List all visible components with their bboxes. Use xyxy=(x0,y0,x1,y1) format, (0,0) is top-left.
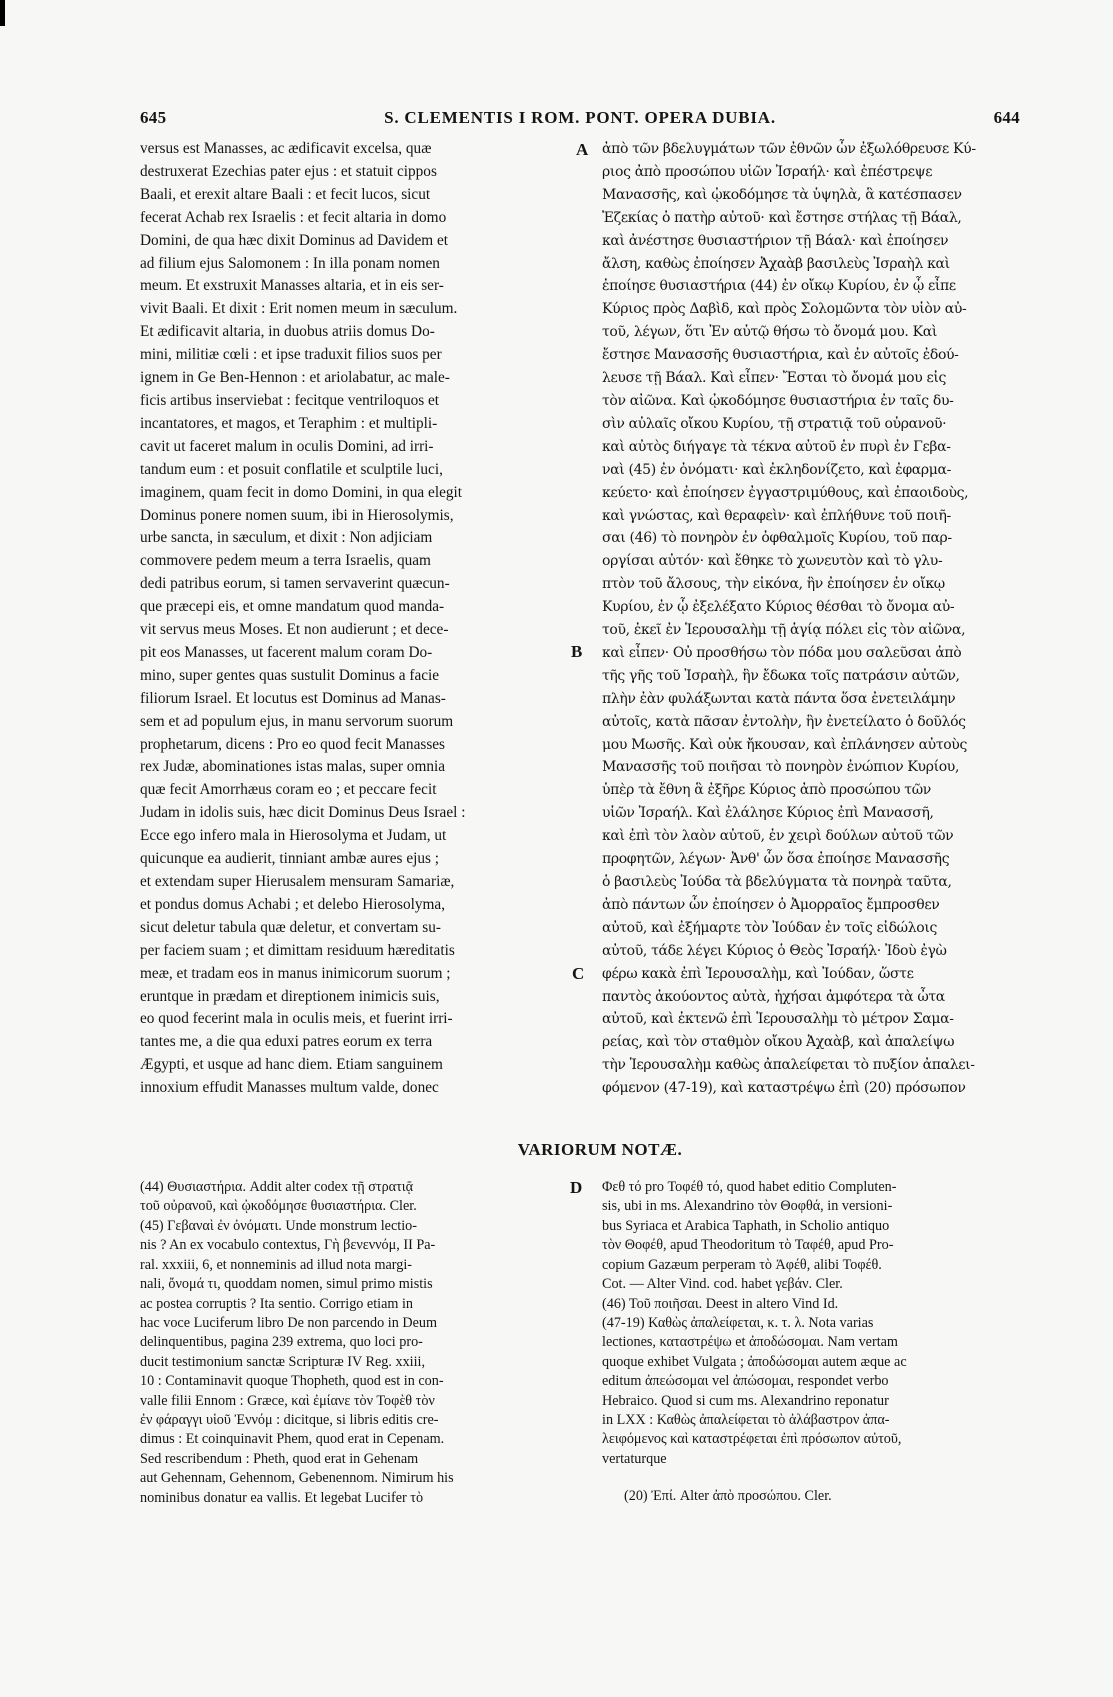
latin-text-line: Judam in idolis suis, hæc dicit Dominus Deus Israel : xyxy=(140,804,466,822)
notes-left-column xyxy=(140,1178,558,1508)
greek-text-line: ριος ἀπὸ προσώπου υἱῶν Ἰσραήλ· καὶ ἐπέστρεψε xyxy=(602,163,933,180)
latin-text-line: Dominus ponere nomen suum, ibi in Hierosolymis, xyxy=(140,506,454,524)
latin-text-line: meæ, et tradam eos in manus inimicorum suorum ; xyxy=(140,964,451,982)
greek-text-line: καὶ εἶπεν· Οὐ προσθήσω τὸν πόδα μου σαλεῦσαι ἀπὸ xyxy=(602,644,962,661)
note-line: 10 : Contaminavit quoque Thopheth, quod est in con- xyxy=(140,1373,444,1390)
note-line: dimus : Et coinquinavit Phem, quod erat in Cepenam. xyxy=(140,1431,445,1448)
greek-text-line: Κύριος πρὸς Δαβὶδ, καὶ πρὸς Σολομῶντα τὸν υἱὸν αὐ- xyxy=(602,301,967,318)
margin-letter-a: A xyxy=(576,140,589,159)
latin-text-line: vit servus meus Moses. Et non audierunt ; et dece- xyxy=(140,621,449,639)
latin-text-line: quicunque ea audierit, tinniant ambæ aures ejus ; xyxy=(140,850,440,868)
greek-text-line: τὸν αἰῶνα. Καὶ ᾠκοδόμησε θυσιαστήρια ἐν ταῖς δυ- xyxy=(602,392,954,409)
greek-text-line: καὶ ἐπὶ τὸν λαὸν αὐτοῦ, ἐν χειρὶ δούλων αὐτοῦ τῶν xyxy=(602,828,954,845)
greek-text-line: αὐτοῦ, καὶ ἐκτενῶ ἐπὶ Ἱερουσαλὴμ τὸ μέτρον Σαμα- xyxy=(602,1011,954,1028)
scan-edge-mark xyxy=(0,0,5,26)
greek-text-line: προφητῶν, λέγων· Ἀνθ' ὧν ὅσα ἐποίησε Μανασσῆς xyxy=(602,851,950,868)
latin-text-line: rex Judæ, abominationes istas malas, super omnia xyxy=(140,758,446,776)
greek-text-line: μου Μωσῆς. Καὶ οὐκ ἤκουσαν, καὶ ἐπλάνησεν αὐτοὺς xyxy=(602,736,967,753)
latin-text-line: incantatores, et magos, et Teraphim : et multipli- xyxy=(140,414,438,432)
notes-heading: VARIORUM NOTÆ. xyxy=(517,1140,683,1160)
greek-text-line: τοῦ, ἐκεῖ ἐν Ἱερουσαλὴμ τῇ ἁγίᾳ πόλει εἰς τὸν αἰῶνα, xyxy=(602,622,966,639)
notes-right-column xyxy=(602,1178,1020,1508)
latin-text-line: vivit Baali. Et dixit : Erit nomen meum in sæculum. xyxy=(140,300,458,318)
note-line: (44) Θυσιαστήρια. Addit alter codex τῇ στρατιᾷ xyxy=(140,1179,414,1196)
greek-text-line: αὐτοῦ, καὶ ἐξήμαρτε τὸν Ἰούδαν ἐν τοῖς εἰδώλοις xyxy=(602,919,937,936)
margin-letter-b: B xyxy=(571,642,583,661)
note-line: editum ἀπεώσομαι vel ἀπώσομαι, respondet verbo xyxy=(602,1373,889,1390)
latin-text-line: ficis artibus inserviebat : fecitque ventriloquos et xyxy=(140,391,440,409)
note-line: nominibus donatur ea vallis. Et legebat Lucifer τὸ xyxy=(140,1489,424,1506)
note-line: Hebraico. Quod si cum ms. Alexandrino reponatur xyxy=(602,1392,889,1409)
note-line: ἐν φάραγγι υἱοῦ Ἐννόμ : dicitque, si libris editis cre- xyxy=(140,1411,439,1428)
greek-text-line: ἔστησε Μανασσῆς θυσιαστήρια, καὶ ἐν αὐτοῖς ἐδού- xyxy=(602,347,959,364)
greek-text-line: ἄλση, καθὼς ἐποίησεν Ἀχαὰβ βασιλεὺς Ἰσραὴλ καὶ xyxy=(602,255,950,272)
greek-text-line: καὶ αὐτὸς διήγαγε τὰ τέκνα αὐτοῦ ἐν πυρὶ ἐν Γεβα- xyxy=(602,438,951,455)
note-line: nis ? An ex vocabulo contextus, Γὴ βενεννόμ, II Pa- xyxy=(140,1237,436,1254)
book-page xyxy=(140,108,1020,1508)
latin-text-line: Ecce ego infero mala in Hierosolyma et Judam, ut xyxy=(140,827,447,845)
latin-text-line: destruxerat Ezechias pater ejus : et statuit cippos xyxy=(140,162,437,180)
latin-text-line: imaginem, quam fecit in domo Domini, in qua elegit xyxy=(140,483,463,501)
greek-text-line: ἐποίησε θυσιαστήρια (44) ἐν οἴκῳ Κυρίου, ἐν ᾧ εἶπε xyxy=(602,278,956,295)
greek-text-line: ὑπὲρ τὰ ἔθνη ἃ ἐξῆρε Κύριος ἀπὸ προσώπου τῶν xyxy=(602,782,931,799)
latin-text-line: dedi patribus eorum, si tamen servaverint quæcun- xyxy=(140,575,450,593)
greek-text-line: ὁ βασιλεὺς Ἰούδα τὰ βδελύγματα τὰ πονηρὰ ταῦτα, xyxy=(602,874,952,890)
latin-text-line: meum. Et exstruxit Manasses altaria, et in eis ser- xyxy=(140,277,444,295)
greek-text-line: Μανασσῆς, καὶ ᾠκοδόμησε τὰ ὑψηλὰ, ἃ κατέσπασεν xyxy=(602,186,962,203)
latin-text-line: sem et ad populum ejus, in manu servorum suorum xyxy=(140,712,454,730)
latin-text-line: ignem in Ge Ben-Hennon : et ariolabatur, ac male- xyxy=(140,369,450,387)
latin-text-line: urbe sancta, in sæculum, et dixit : Non adjiciam xyxy=(140,529,433,547)
latin-text-line: per faciem suam ; et dimittam residuum hæreditatis xyxy=(140,941,455,959)
greek-text-line: Μανασσῆς τοῦ ποιῆσαι τὸ πονηρὸν ἐνώπιον Κυρίου, xyxy=(602,759,960,776)
latin-text-line: cavit ut faceret malum in oculis Domini, ad irri- xyxy=(140,437,434,455)
latin-text-line: tandum eum : et posuit conflatile et sculptile luci, xyxy=(140,460,443,478)
latin-text-line: eruntque in prædam et direptionem inimicis suis, xyxy=(140,987,440,1005)
greek-text-line: αὐτοῖς, κατὰ πᾶσαν ἐντολὴν, ἣν ἐνετείλατο ὁ δοῦλός xyxy=(602,713,966,730)
note-line: bus Syriaca et Arabica Taphath, in Scholio antiquo xyxy=(602,1217,890,1234)
latin-column xyxy=(140,138,558,1100)
note-line: ac postea corruptis ? Ita sentio. Corrigo etiam in xyxy=(140,1295,414,1312)
note-line: Cot. — Alter Vind. cod. habet γεβάν. Cler. xyxy=(602,1276,843,1293)
note-line: in LXX : Καθὼς ἀπαλείφεται τὸ ἀλάβαστρον ἀπα- xyxy=(602,1411,890,1428)
latin-text-line: Ægypti, et usque ad hanc diem. Etiam sanguinem xyxy=(140,1056,443,1074)
latin-text-line: sicut deletur tabula quæ deletur, et convertam su- xyxy=(140,918,441,936)
latin-text-line: Domini, de qua hæc dixit Dominus ad Davidem et xyxy=(140,231,449,249)
latin-text-line: pit eos Manasses, ut facerent malum coram Do- xyxy=(140,643,433,661)
note-line: valle filii Ennom : Græce, καὶ ἐμίανε τὸν Τοφὲθ τὸν xyxy=(140,1392,435,1409)
note-line: quoque exhibet Vulgata ; ἀποδώσομαι autem æque ac xyxy=(602,1353,907,1370)
greek-text-line: οργίσαι αὐτόν· καὶ ἔθηκε τὸ χωνευτὸν καὶ τὸ γλυ- xyxy=(602,553,943,570)
margin-letter-c: C xyxy=(572,964,585,983)
latin-text-line: eo quod fecerint mala in oculis meis, et fuerint irri- xyxy=(140,1010,453,1028)
latin-text-line: fecerat Achab rex Israelis : et fecit altaria in domo xyxy=(140,208,447,226)
greek-text-line: Ἐζεκίας ὁ πατὴρ αὐτοῦ· καὶ ἔστησε στήλας τῇ Βάαλ, xyxy=(602,209,962,226)
latin-text-line: versus est Manasses, ac ædificavit excelsa, quæ xyxy=(140,140,432,157)
greek-text-line: κεύετο· καὶ ἐποίησεν ἐγγαστριμύθους, καὶ ἐπαοιδοὺς, xyxy=(602,484,969,501)
note-line: (46) Τοῦ ποιῆσαι. Deest in altero Vind Id. xyxy=(602,1295,839,1312)
greek-text-line: φέρω κακὰ ἐπὶ Ἱερουσαλὴμ, καὶ Ἰούδαν, ὥστε xyxy=(602,965,914,982)
note-line: lectiones, καταστρέψω et ἀποδώσομαι. Nam vertam xyxy=(602,1334,898,1351)
note-line: (45) Γεβαναὶ ἐν ὀνόματι. Unde monstrum lectio- xyxy=(140,1217,417,1234)
latin-text-line: ad filium ejus Salomonem : In illa ponam nomen xyxy=(140,254,440,272)
note-line: copium Gazæum perperam τὸ Ἀφέθ, alibi Τοφέθ. xyxy=(602,1256,882,1273)
note-line: ral. xxxiii, 6, et nonneminis ad illud nota margi- xyxy=(140,1256,413,1273)
greek-text-line: σαι (46) τὸ πονηρὸν ἐν ὀφθαλμοῖς Κυρίου, τοῦ παρ- xyxy=(602,530,952,547)
text-columns xyxy=(140,138,1020,1100)
latin-text-line: filiorum Israel. Et locutus est Dominus ad Manas- xyxy=(140,689,446,707)
latin-text-line: et extendam super Hierusalem mensuram Samariæ, xyxy=(140,873,455,890)
notes-right-block xyxy=(602,1178,1020,1469)
note-line: delinquentibus, pagina 239 extrema, quo loci pro- xyxy=(140,1334,423,1351)
latin-text-line: Baali, et erexit altare Baali : et fecit lucos, sicut xyxy=(140,185,431,203)
notes-columns xyxy=(140,1178,1020,1508)
greek-text-line: τὴν Ἱερουσαλὴμ καθὼς ἀπαλείφεται τὸ πυξίον ἀπαλει- xyxy=(602,1057,975,1074)
greek-text-line: σὶν αὐλαῖς οἴκου Κυρίου, τῇ στρατιᾷ τοῦ οὐρανοῦ· xyxy=(602,415,947,432)
greek-text-line: τοῦ, λέγων, ὅτι Ἐν αὐτῷ θήσω τὸ ὄνομά μου. Καὶ xyxy=(602,324,937,341)
note-line: (47-19) Καθὼς ἀπαλείφεται, κ. τ. λ. Nota varias xyxy=(602,1314,874,1331)
greek-text-line: τῆς γῆς τοῦ Ἰσραὴλ, ἣν ἔδωκα τοῖς πατράσιν αὐτῶν, xyxy=(602,667,960,684)
note-line: vertaturque xyxy=(602,1450,667,1467)
note-line: τοῦ οὐρανοῦ, καὶ ᾠκοδόμησε θυσιαστήρια. Cler. xyxy=(140,1198,417,1215)
note-line: Sed rescribendum : Pheth, quod erat in Gehenam xyxy=(140,1450,419,1467)
note-line: nali, ὄνομά τι, quoddam nomen, simul primo mistis xyxy=(140,1276,433,1293)
margin-letter-d: D xyxy=(570,1178,583,1198)
running-head xyxy=(140,108,1020,132)
greek-text-line: ναὶ (45) ἐν ὀνόματι· καὶ ἐκληδονίζετο, καὶ ἐφαρμα- xyxy=(602,461,951,478)
greek-text-line: πτὸν τοῦ ἄλσους, τὴν εἰκόνα, ἣν ἐποίησεν ἐν οἴκῳ xyxy=(602,576,945,593)
latin-text-line: mino, super gentes quas sustulit Dominus a facie xyxy=(140,666,440,684)
note-line: τὸν Θοφέθ, apud Theodoritum τὸ Ταφέθ, apud Pro- xyxy=(602,1237,894,1254)
note-line: (20) Ἐπί. Alter ἀπὸ προσώπου. Cler. xyxy=(624,1488,832,1505)
latin-text-line: mini, militiæ cœli : et ipse traduxit filios suos per xyxy=(140,346,442,364)
greek-text-line: ἀπὸ τῶν βδελυγμάτων τῶν ἐθνῶν ὧν ἐξωλόθρευσε Κύ- xyxy=(602,141,976,157)
latin-text-line: quæ fecit Amorrhæus coram eo ; et peccare fecit xyxy=(140,781,437,799)
latin-text-line: tantes me, a die qua eduxi patres eorum ex terra xyxy=(140,1033,433,1051)
note-line: hac voce Luciferum libro De non parcendo in Deum xyxy=(140,1314,438,1331)
latin-text-line: prophetarum, dicens : Pro eo quod fecit Manasses xyxy=(140,735,446,753)
latin-text-line: que præcepi eis, et omne mandatum quod manda- xyxy=(140,598,445,616)
greek-column xyxy=(602,138,1020,1100)
greek-text-line: καὶ γνώστας, καὶ θεραφεὶν· καὶ ἐπλήθυνε τοῦ ποιῆ- xyxy=(602,507,951,524)
running-title: S. CLEMENTIS I ROM. PONT. OPERA DUBIA. xyxy=(384,108,776,127)
latin-text-line: et pondus domus Achabi ; et delebo Hierosolyma, xyxy=(140,895,446,913)
greek-text-line: αὐτοῦ, τάδε λέγει Κύριος ὁ Θεὸς Ἰσραήλ· Ἰδοὺ ἐγὼ xyxy=(602,942,947,959)
greek-text-line: ρείας, καὶ τὸν σταθμὸν οἴκου Ἀχαὰβ, καὶ ἀπαλείψω xyxy=(602,1034,955,1051)
greek-text-line: φόμενον (47-19), καὶ καταστρέψω ἐπὶ (20) πρόσωπον xyxy=(602,1080,966,1097)
latin-text-line: commovere pedem meum a terra Israelis, quam xyxy=(140,552,431,570)
latin-text-line: Et ædificavit altaria, in duobus atriis domus Do- xyxy=(140,323,435,341)
page-number-right: 644 xyxy=(993,108,1020,127)
note-line: λειφόμενος καὶ καταστρέφεται ἐπὶ πρόσωπον αὐτοῦ, xyxy=(602,1431,902,1448)
greek-text-line: υἱῶν Ἰσραήλ. Καὶ ἐλάλησε Κύριος ἐπὶ Μανασσῆ, xyxy=(602,805,934,822)
greek-text-line: παντὸς ἀκούοντος αὐτὰ, ἠχήσαι ἀμφότερα τὰ ὦτα xyxy=(602,988,945,1005)
greek-text-line: καὶ ἀνέστησε θυσιαστήριον τῇ Βάαλ· καὶ ἐποίησεν xyxy=(602,232,949,249)
note-line: aut Gehennam, Gehennom, Gebenennom. Nimirum his xyxy=(140,1470,454,1487)
greek-text-line: ἀπὸ πάντων ὧν ἐποίησεν ὁ Ἀμορραῖος ἔμπροσθεν xyxy=(602,896,940,913)
greek-text-line: πλὴν ἐὰν φυλάξωνται κατὰ πάντα ὅσα ἐνετειλάμην xyxy=(602,690,956,707)
note-line: Φεθ τό pro Τοφέθ τό, quod habet editio Compluten- xyxy=(602,1179,897,1196)
note-line: sis, ubi in ms. Alexandrino τὸν Θοφθά, in versioni- xyxy=(602,1198,893,1215)
latin-text-line: innoxium effudit Manasses multum valde, donec xyxy=(140,1079,439,1097)
greek-text-line: λευσε τῇ Βάαλ. Καὶ εἶπεν· Ἔσται τὸ ὄνομά μου εἰς xyxy=(602,370,946,387)
note-line: ducit testimonium sanctæ Scripturæ IV Reg. xxiii, xyxy=(140,1353,426,1370)
greek-text-line: Κυρίου, ἐν ᾧ ἐξελέξατο Κύριος θέσθαι τὸ ὄνομα αὐ- xyxy=(602,599,955,616)
page-number-left: 645 xyxy=(140,108,167,127)
